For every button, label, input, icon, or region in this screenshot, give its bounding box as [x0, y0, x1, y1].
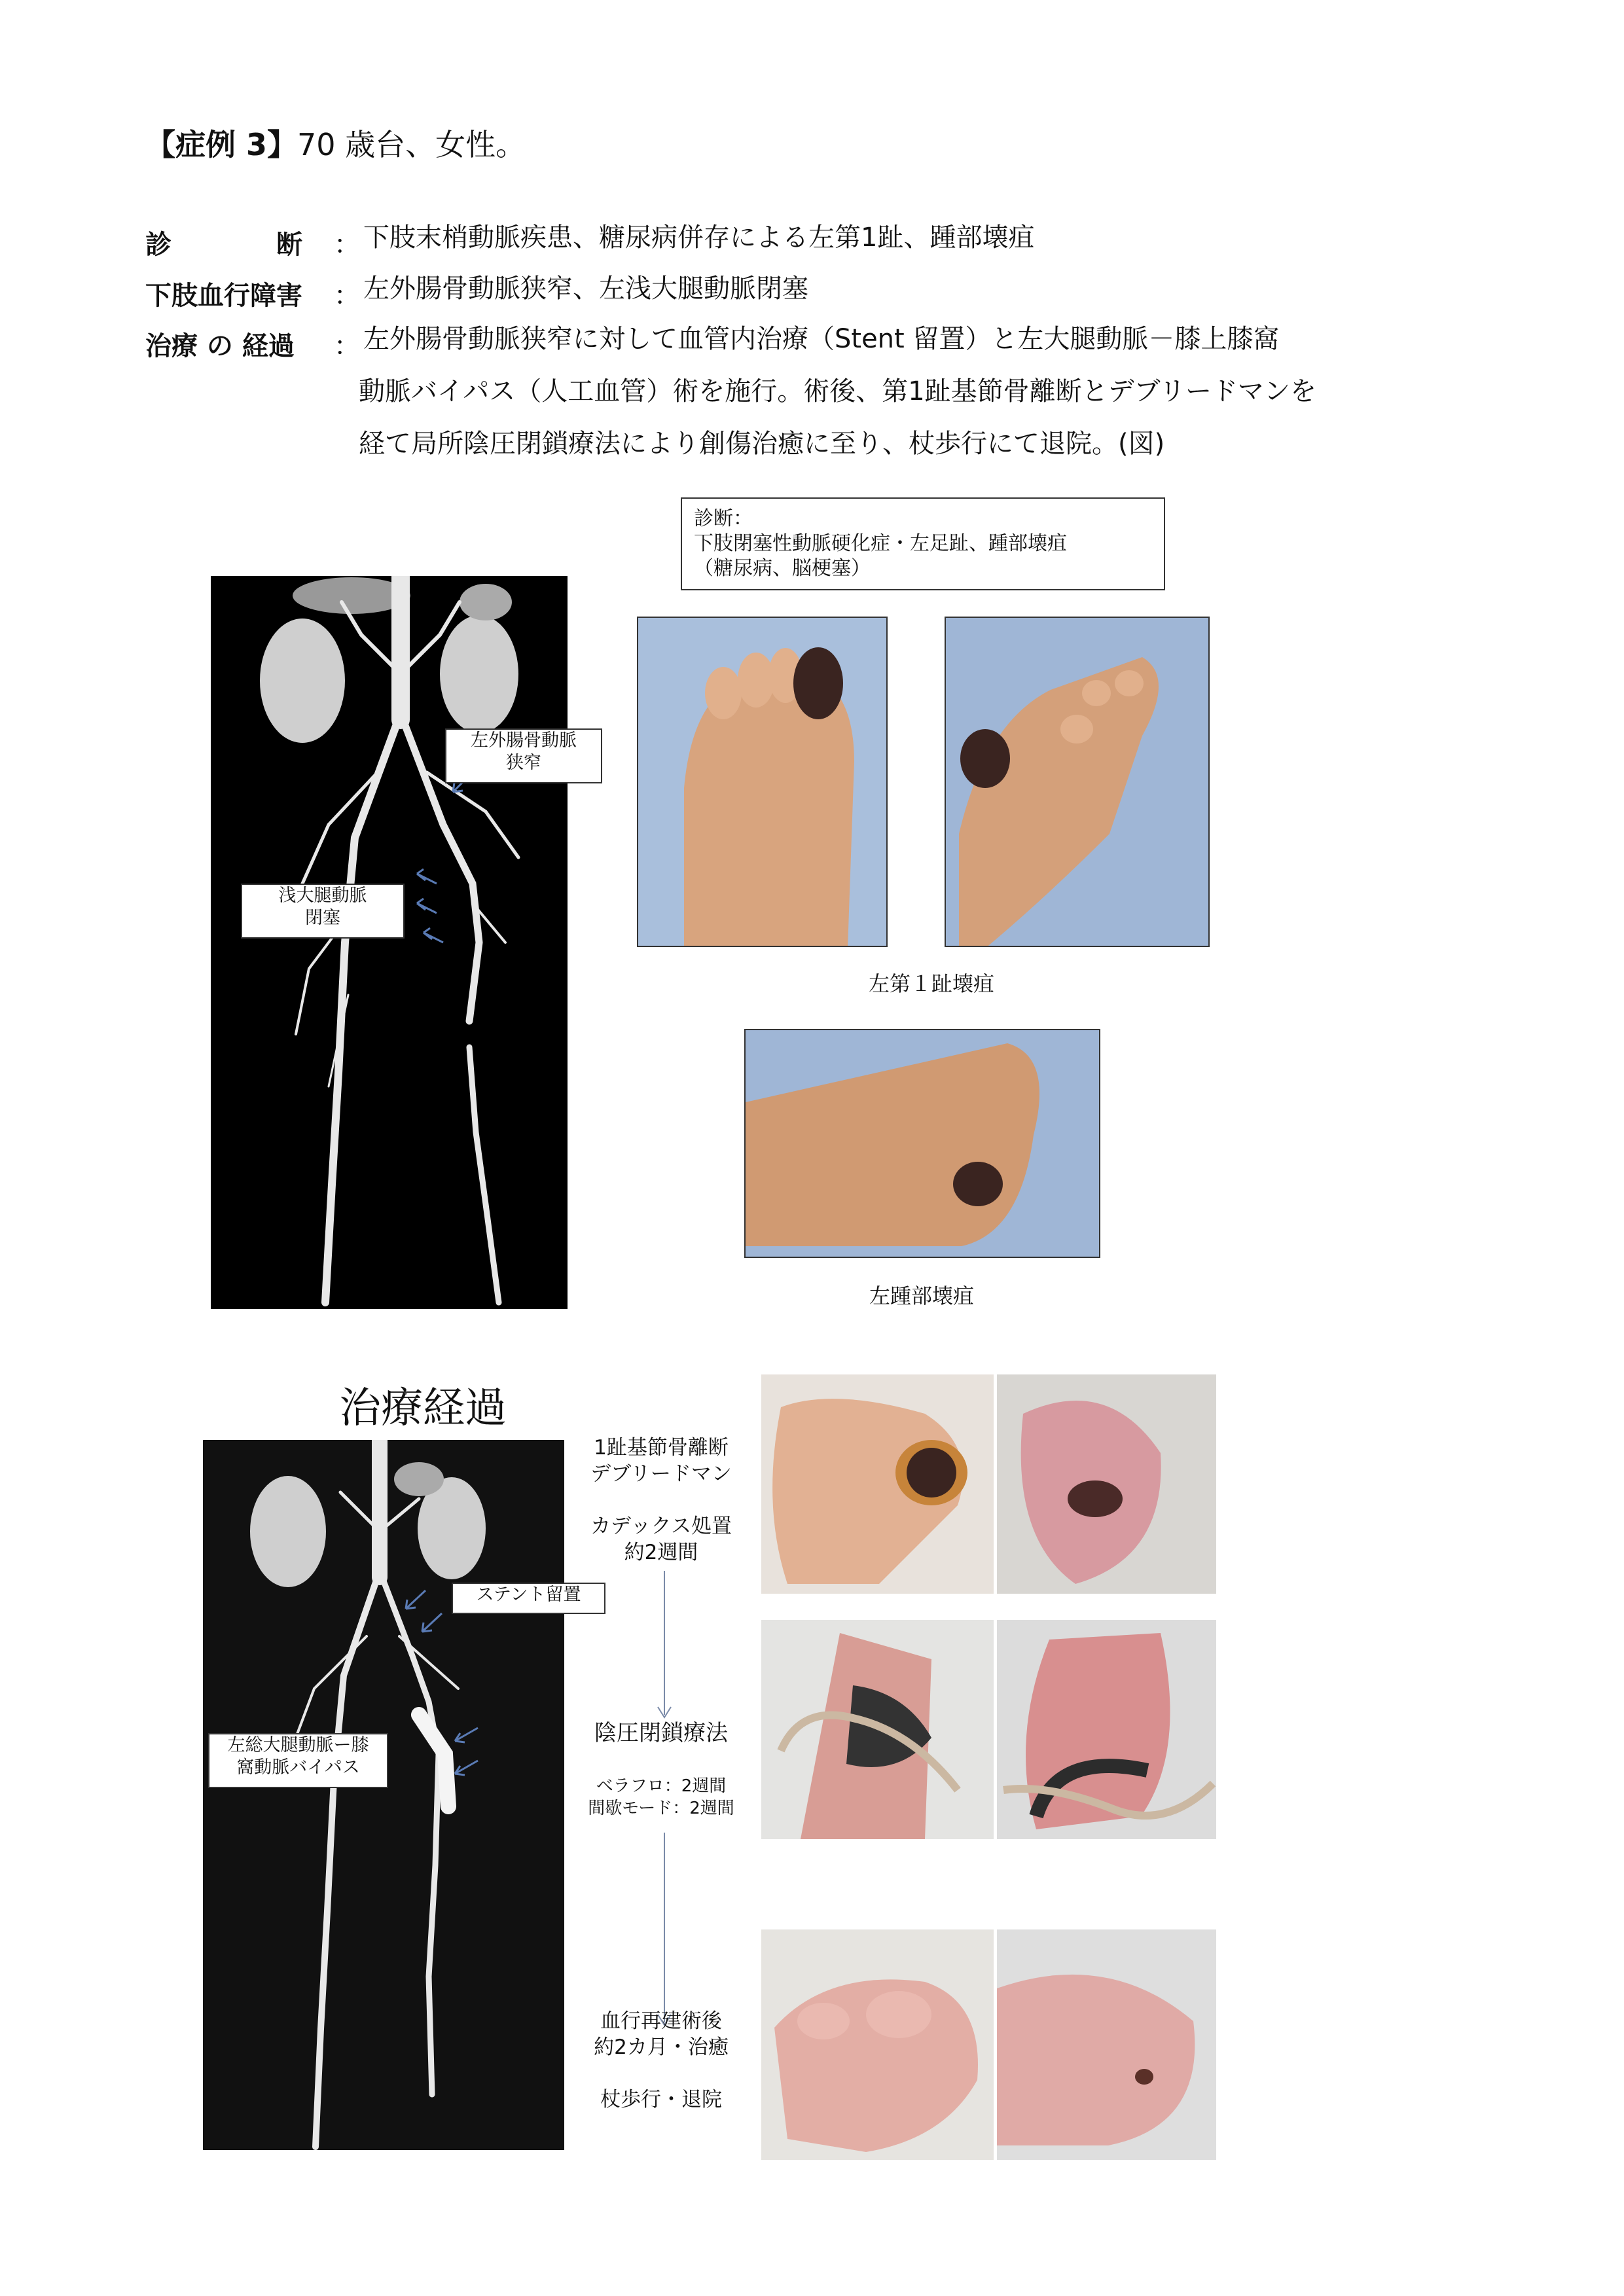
- callout-iliac-line-1: 左外腸骨動脈: [471, 730, 577, 751]
- photo-npwt-toe: [761, 1620, 994, 1839]
- step-cadexomer-line-1: カデックス処置: [590, 1515, 732, 1538]
- circulation-colon: ：: [334, 281, 360, 311]
- diagnosis-label: 診 断: [145, 230, 302, 260]
- step-discharge: 杖歩行・退院: [600, 2088, 722, 2111]
- diagnosis-text: 下肢末梢動脈疾患、糖尿病併存による左第1趾、踵部壊疽: [363, 223, 1035, 253]
- photo-npwt-toe-drawing: [761, 1620, 994, 1839]
- photo-healed-toe: [761, 1929, 994, 2160]
- step-cadexomer-line-2: 約2週間: [624, 1541, 698, 1564]
- step-npwt: 陰圧閉鎖療法: [594, 1720, 728, 1746]
- callout-stent: [452, 1583, 605, 1614]
- course-line-1: 左外腸骨動脈狭窄に対して血管内治療（Stent 留置）と左大腿動脈－膝上膝窩: [363, 324, 1280, 354]
- photo-toe-dorsal-drawing: [638, 618, 888, 947]
- callout-bypass-line-2: 窩動脈バイパス: [236, 1757, 360, 1778]
- photo-post-amputation-toe: [761, 1374, 994, 1594]
- callout-sfa-line-2: 閉塞: [305, 908, 340, 928]
- callout-sfa-occlusion: [241, 884, 405, 939]
- diagnosis-box-line-2: 下肢閉塞性動脈硬化症・左足趾、踵部壊疽: [694, 532, 1067, 555]
- circulation-label: 下肢血行障害: [145, 281, 302, 311]
- photo-post-amputation-heel-drawing: [997, 1374, 1216, 1594]
- photo-post-amputation-heel: [997, 1374, 1216, 1594]
- callout-bypass-line-1: 左総大腿動脈ー膝: [227, 1735, 369, 1755]
- treatment-course-title: 治療経過: [339, 1384, 507, 1433]
- case-summary: 70 歳台、女性。: [297, 127, 526, 162]
- diagnosis-colon: ：: [334, 230, 360, 260]
- arrow-down-2: [655, 1833, 674, 2029]
- case-title: [145, 121, 526, 164]
- callout-iliac-stenosis: [445, 728, 602, 783]
- course-line-3: 経て局所陰圧閉鎖療法により創傷治癒に至り、杖歩行にて退院。(図): [359, 429, 1165, 459]
- step-amputation-line-2: デブリードマン: [590, 1462, 732, 1486]
- diagnosis-box-line-3: （糖尿病、脳梗塞）: [694, 557, 871, 580]
- step-npwt-detail-line-2: 間歇モード：2週間: [588, 1799, 734, 1818]
- photo-heel: [744, 1029, 1100, 1258]
- step-healed-line-2: 約2カ月・治癒: [594, 2036, 729, 2059]
- step-npwt-detail: [563, 1775, 759, 1820]
- photo-healed-heel-drawing: [997, 1929, 1216, 2160]
- callout-iliac-line-2: 狭窄: [506, 753, 541, 773]
- photo-npwt-heel: [997, 1620, 1216, 1839]
- photo-toe-plantar-drawing: [946, 618, 1210, 947]
- angiogram-postop: [203, 1440, 564, 2150]
- step-amputation-line-1: 1趾基節骨離断: [594, 1436, 729, 1460]
- photo-post-amputation-toe-drawing: [761, 1374, 994, 1594]
- caption-heel-gangrene: 左踵部壊疽: [869, 1283, 974, 1308]
- arrow-down-1: [655, 1571, 674, 1721]
- step-npwt-detail-line-1: ベラフロ：2週間: [596, 1776, 727, 1796]
- angiogram-postop-drawing: [203, 1440, 564, 2150]
- angiogram-preop: [211, 576, 568, 1309]
- course-line-2: 動脈バイパス（人工血管）術を施行。術後、第1趾基節骨離断とデブリードマンを: [359, 376, 1317, 406]
- course-label: 治療 の 経過: [145, 331, 295, 361]
- diagnosis-box-line-1: 診断：: [694, 507, 753, 530]
- callout-bypass: [208, 1733, 388, 1788]
- photo-npwt-heel-drawing: [997, 1620, 1216, 1839]
- course-colon: ：: [334, 331, 360, 361]
- step-healed-line-1: 血行再建術後: [600, 2009, 722, 2033]
- step-cadexomer: [563, 1513, 759, 1566]
- photo-toe-plantar: [945, 617, 1210, 947]
- photo-healed-toe-drawing: [761, 1929, 994, 2160]
- step-amputation: [563, 1435, 759, 1487]
- photo-toe-dorsal: [637, 617, 888, 947]
- callout-sfa-line-1: 浅大腿動脈: [278, 886, 367, 906]
- diagnosis-box: [681, 497, 1165, 590]
- circulation-text: 左外腸骨動脈狭窄、左浅大腿動脈閉塞: [363, 274, 808, 304]
- step-healed: [563, 2008, 759, 2060]
- callout-stent-text: ステント留置: [476, 1585, 581, 1605]
- caption-toe-gangrene: 左第１趾壊疽: [868, 971, 994, 996]
- angiogram-preop-drawing: [211, 576, 568, 1309]
- photo-heel-drawing: [746, 1030, 1100, 1258]
- case-label: 【症例 3】: [145, 127, 298, 162]
- photo-healed-heel: [997, 1929, 1216, 2160]
